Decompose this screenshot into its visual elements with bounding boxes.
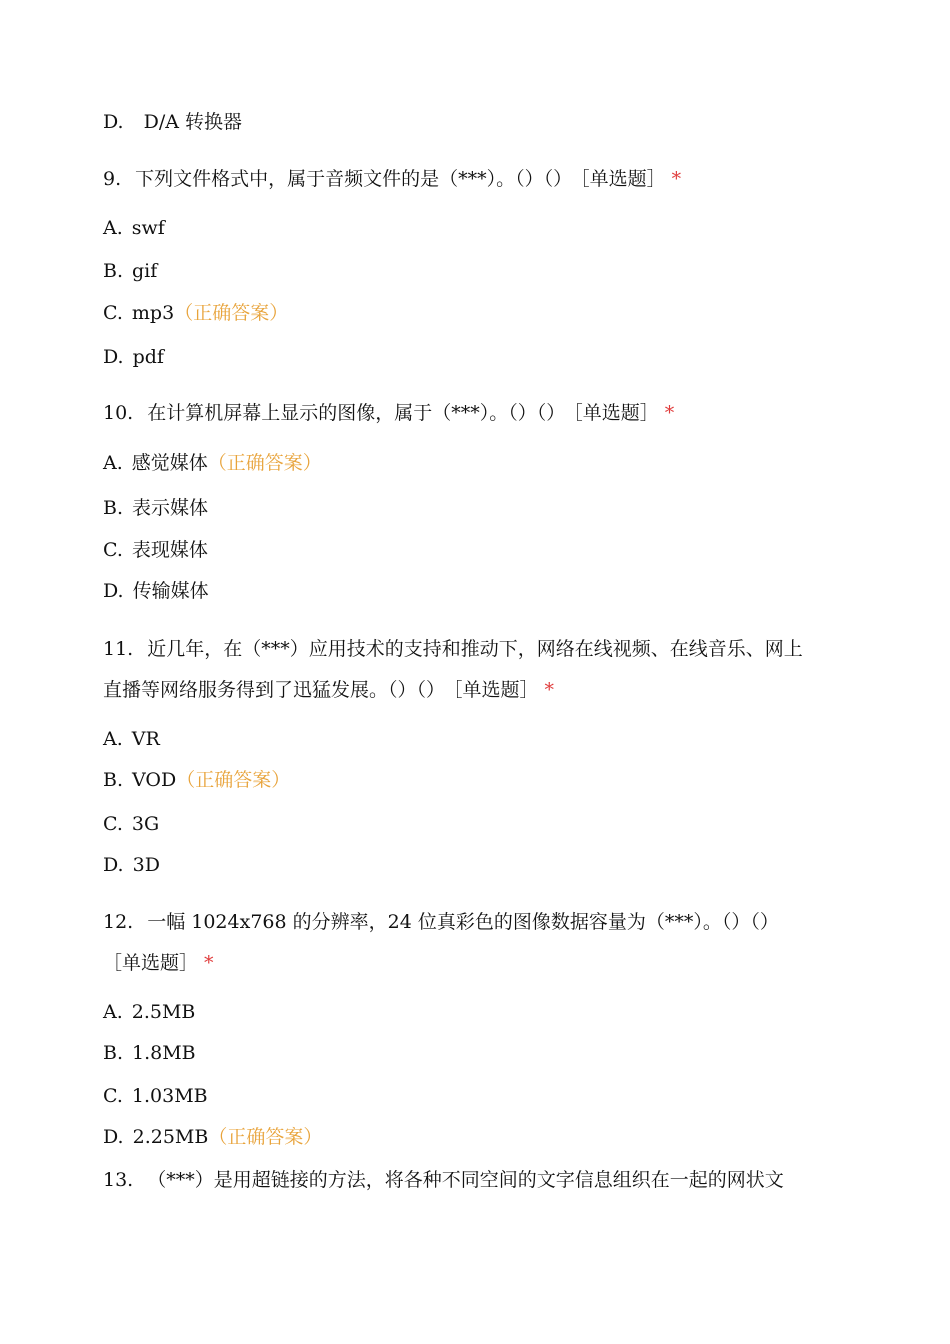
- question-text: 近几年，在（***）应用技术的支持和推动下，网络在线视频、在线音乐、网上: [147, 638, 803, 660]
- q11-option-a: [103, 726, 160, 752]
- q9-option-b: [103, 258, 157, 284]
- q10-option-a: [103, 450, 322, 476]
- option-letter: A.: [103, 452, 123, 474]
- option-letter: A.: [103, 217, 123, 239]
- q11-stem-line1: [103, 636, 803, 662]
- q9-option-d: [103, 344, 164, 370]
- correct-answer-tag: （正确答案）: [174, 302, 289, 324]
- option-letter: C.: [103, 539, 123, 561]
- q11-stem-line2: [103, 677, 554, 703]
- required-mark: *: [664, 402, 675, 424]
- correct-answer-tag: （正确答案）: [207, 452, 322, 474]
- option-letter: A.: [103, 728, 123, 750]
- option-text: swf: [131, 217, 165, 239]
- q12-stem-line2: [103, 950, 214, 976]
- q12-stem-line1: [103, 909, 779, 935]
- option-text: 3G: [131, 813, 160, 835]
- q9-stem: [103, 166, 681, 192]
- option-letter: C.: [103, 1085, 123, 1107]
- option-letter: C.: [103, 302, 123, 324]
- question-text: 下列文件格式中，属于音频文件的是（***）。（）（）: [135, 168, 573, 190]
- q11-option-c: [103, 811, 159, 837]
- option-text: 传输媒体: [132, 580, 209, 602]
- option-text: D/A 转换器: [143, 111, 243, 133]
- question-text: （***）是用超链接的方法，将各种不同空间的文字信息组织在一起的网状文: [147, 1169, 784, 1191]
- option-text: 表示媒体: [132, 497, 209, 519]
- option-text: 1.8MB: [132, 1042, 196, 1064]
- question-text: 在计算机屏幕上显示的图像，属于（***）。（）（）: [147, 402, 566, 424]
- question-number: 11.: [103, 638, 134, 660]
- q12-option-c: [103, 1083, 208, 1109]
- option-letter: B.: [103, 769, 124, 791]
- q12-option-d: [103, 1124, 322, 1150]
- question-text: 一幅 1024x768 的分辨率，24 位真彩色的图像数据容量为（***）。（）（）: [147, 911, 779, 933]
- option-text: pdf: [132, 346, 164, 368]
- option-letter: C.: [103, 813, 123, 835]
- question-type: ［单选题］: [573, 402, 659, 424]
- option-letter: D.: [103, 111, 124, 133]
- option-text: 2.25MB: [132, 1126, 209, 1148]
- q11-option-b: [103, 767, 290, 793]
- option-letter: D.: [103, 1126, 124, 1148]
- q10-stem: [103, 400, 674, 426]
- option-text: 感觉媒体: [131, 452, 208, 474]
- option-text: 表现媒体: [131, 539, 208, 561]
- option-text: mp3: [131, 302, 175, 324]
- option-letter: B.: [103, 260, 124, 282]
- option-letter: D.: [103, 580, 124, 602]
- question-number: 10.: [103, 402, 134, 424]
- option-text: 3D: [132, 854, 160, 876]
- option-text: gif: [132, 260, 158, 282]
- question-text-continued: 直播等网络服务得到了迅猛发展。（）（）: [103, 679, 446, 701]
- option-text: 2.5MB: [131, 1001, 196, 1023]
- required-mark: *: [544, 679, 555, 701]
- q10-option-b: [103, 495, 208, 521]
- required-mark: *: [204, 952, 214, 974]
- option-letter: D.: [103, 854, 124, 876]
- question-number: 13.: [103, 1169, 134, 1191]
- option-text: VOD: [132, 769, 177, 791]
- option-text: VR: [131, 728, 160, 750]
- option-text: 1.03MB: [131, 1085, 208, 1107]
- question-type: ［单选题］: [103, 952, 199, 974]
- q10-option-c: [103, 537, 208, 563]
- q11-option-d: [103, 852, 160, 878]
- correct-answer-tag: （正确答案）: [208, 1126, 323, 1148]
- q8-option-d: [103, 109, 242, 135]
- q13-stem-line1: [103, 1167, 784, 1193]
- q12-option-b: [103, 1040, 196, 1066]
- option-letter: B.: [103, 497, 124, 519]
- question-type: ［单选题］: [580, 168, 666, 190]
- correct-answer-tag: （正确答案）: [176, 769, 291, 791]
- q12-option-a: [103, 999, 195, 1025]
- q9-option-a: [103, 215, 165, 241]
- q10-option-d: [103, 578, 209, 604]
- question-number: 9.: [103, 168, 122, 190]
- required-mark: *: [671, 168, 682, 190]
- option-letter: A.: [103, 1001, 123, 1023]
- question-type: ［单选题］: [453, 679, 539, 701]
- option-letter: D.: [103, 346, 124, 368]
- question-number: 12.: [103, 911, 134, 933]
- q9-option-c: [103, 300, 288, 326]
- option-letter: B.: [103, 1042, 124, 1064]
